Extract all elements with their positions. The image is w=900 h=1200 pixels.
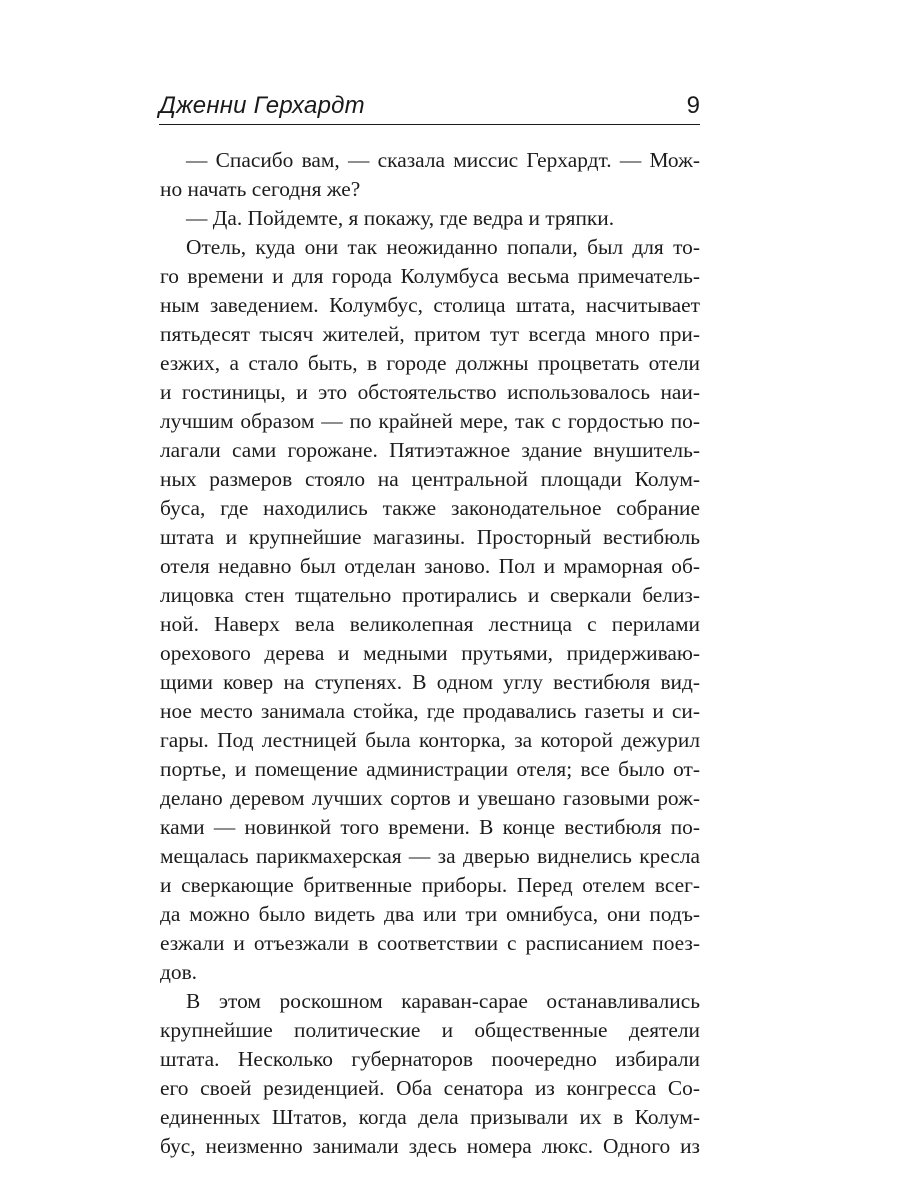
running-header: [159, 92, 700, 125]
running-title: Дженни Герхардт: [159, 92, 365, 119]
text-line: — Спасибо вам, — сказала миссис Герхардт. — Мож-: [186, 148, 700, 172]
text-line: буса, где находились также законодательное собрание: [160, 496, 700, 520]
text-line: го времени и для города Колумбуса весьма примечатель-: [160, 264, 700, 288]
text-line: лучшим образом — по крайней мере, так с гордостью по-: [160, 409, 700, 433]
text-line: портье, и помещение администрации отеля; все было от-: [160, 757, 700, 781]
text-line: гары. Под лестницей была конторка, за которой дежурил: [160, 728, 700, 752]
text-line: и гостиницы, и это обстоятельство использовалось наи-: [160, 380, 700, 404]
text-line: штата и крупнейшие магазины. Просторный вестибюль: [160, 525, 700, 549]
text-line: ное место занимала стойка, где продавались газеты и си-: [160, 699, 700, 723]
page-number: 9: [686, 92, 700, 119]
text-line: делано деревом лучших сортов и увешано газовыми рож-: [160, 786, 700, 810]
text-line: Отель, куда они так неожиданно попали, был для то-: [186, 235, 700, 259]
text-line: единенных Штатов, когда дела призывали их в Колум-: [160, 1105, 700, 1129]
body-text: [160, 146, 700, 1161]
text-line: лагали сами горожане. Пятиэтажное здание внушитель-: [160, 438, 700, 462]
text-line: — Да. Пойдемте, я покажу, где ведра и тряпки.: [186, 206, 615, 230]
text-line: ных размеров стояло на центральной площади Колум-: [160, 467, 700, 491]
text-line: крупнейшие политические и общественные деятели: [160, 1018, 700, 1042]
text-line: мещалась парикмахерская — за дверью виднелись кресла: [160, 844, 700, 868]
text-line: езжали и отъезжали в соответствии с расписанием поез-: [160, 931, 700, 955]
text-line: дов.: [160, 960, 198, 984]
text-line: езжих, а стало быть, в городе должны процветать отели: [160, 351, 700, 375]
text-line: но начать сегодня же?: [160, 177, 361, 201]
text-line: лицовка стен тщательно протирались и сверкали белиз-: [160, 583, 700, 607]
text-line: щими ковер на ступенях. В одном углу вестибюля вид-: [160, 670, 700, 694]
text-line: ной. Наверх вела великолепная лестница с перилами: [160, 612, 700, 636]
text-line: В этом роскошном караван-сарае останавливались: [186, 989, 700, 1013]
text-line: отеля недавно был отделан заново. Пол и мраморная об-: [160, 554, 700, 578]
text-line: ным заведением. Колумбус, столица штата, насчитывает: [160, 293, 700, 317]
text-line: бус, неизменно занимали здесь номера люкс. Одного из: [160, 1134, 700, 1158]
text-line: его своей резиденцией. Оба сенатора из конгресса Со-: [160, 1076, 700, 1100]
text-line: штата. Несколько губернаторов поочередно избирали: [160, 1047, 700, 1071]
text-line: да можно было видеть два или три омнибуса, они подъ-: [160, 902, 700, 926]
text-line: ками — новинкой того времени. В конце вестибюля по-: [160, 815, 700, 839]
text-line: орехового дерева и медными прутьями, придерживаю-: [160, 641, 700, 665]
text-line: и сверкающие бритвенные приборы. Перед отелем всег-: [160, 873, 700, 897]
text-line: пятьдесят тысяч жителей, притом тут всегда много при-: [160, 322, 700, 346]
